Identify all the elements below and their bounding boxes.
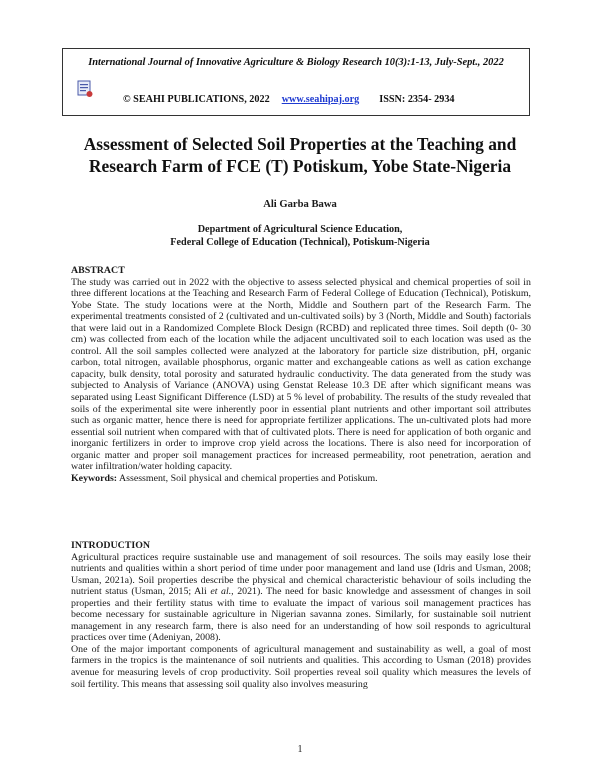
introduction-section	[71, 540, 531, 690]
affiliation-line-2: Federal College of Education (Technical), Potiskum-Nigeria	[170, 237, 430, 248]
introduction-heading: INTRODUCTION	[71, 540, 151, 551]
publisher-line	[123, 94, 455, 105]
issn: ISSN: 2354- 2934	[379, 94, 455, 105]
title-line-2: Research Farm of FCE (T) Potiskum, Yobe State-Nigeria	[88, 156, 512, 176]
journal-website-link[interactable]: www.seahipaj.org	[281, 94, 360, 105]
introduction-paragraph-1	[71, 552, 531, 644]
title-line-1: Assessment of Selected Soil Properties at the Teaching and	[83, 134, 517, 154]
affiliation-line-1: Department of Agricultural Science Education,	[197, 224, 403, 235]
keywords	[71, 473, 531, 485]
abstract-body: The study was carried out in 2022 with the objective to assess selected physical and chemical properties of soil in three different locations at the Teaching and Research Farm of Federal College of Education (Technical), Potiskum, Yobe State. The study locations were at the North, Middle and Southern part of the Research Farm. The experimental treatments consisted of 2 (cultivated and un-cultivated soils) by 3 (North, Middle and South) factorials that were laid out in a Randomized Complete Block Design (RCBD) and replicated three times. Soil depth (0- 30 cm) was collected from each of the location while the adjacent uncultivated soil to each location was used as the control. All the soil samples collected were analyzed at the laboratory for particle size distribution, pH, organic carbon, total nitrogen, available phosphorus, organic matter and exchangeable cations as well as cation exchange capacity, bulk density, total porosity and saturated hydraulic conductivity. The data generated from the study was subjected to Analysis of Variance (ANOVA) using Genstat Release 10.3 DE after which significant means was separated using Least Significant Difference (LSD) at 5 % level of probability. The results of the study revealed that soils of the experimental site were inherently poor in essential plant nutrients and other important soil attributes such as organic matter, hence there is need for appropriate fertilizer applications. The un-cultivated plots had more essential soil nutrient when compared with that of cultivated plots. There is need for application of both organic and inorganic fertilizers in order to improve crop yield across the locations. There is also need for incorporation of organic matter and proper soil management practices for increased permeability, root penetration, aeration and water infiltration/water holding capacity.	[71, 276, 531, 473]
paper-title	[40, 133, 560, 177]
author-name: Ali Garba Bawa	[263, 199, 337, 210]
journal-citation: International Journal of Innovative Agriculture & Biology Research 10(3):1-13, July-Sept., 2022	[88, 57, 504, 68]
journal-header	[62, 48, 530, 116]
seahi-logo-icon	[77, 80, 93, 98]
intro-text-part-1: Agricultural practices require sustainable use and management of soil resources. The soils may easily lose their nutrients and qualities within a short period of time under poor management and land use (Idris and Usman, 2008; Usman, 2021a). Soil properties describe the physical and chemical characteristic behaviour of soils including the nutrient status (Usman, 2015; Ali	[71, 551, 531, 598]
keywords-label: Keywords:	[71, 472, 118, 484]
introduction-paragraph-2: One of the major important components of agricultural management and sustainability as well, a goal of most farmers in the tropics is the maintenance of soil nutrients and qualities. This according to Usman (2018) provides avenue for measuring levels of crop productivity. Soil properties reveal soil quality which measures the levels of soil fertility. This means that assessing soil quality also involves measuring	[71, 643, 531, 690]
keywords-text: Assessment, Soil physical and chemical properties and Potiskum.	[119, 472, 378, 484]
page-number: 1	[297, 744, 303, 755]
intro-text-part-2: 2021). The need for basic knowledge and assessment of changes in soil properties and their fertility status with time to evaluate the impact of various soil management practices has become necessary for sustainable agriculture in Nigerian savanna zones. Similarly, for sustainable soil nutrient management in any research farm, there is also need for an understanding of how soil responds to agricultural practices over time (Adeniyan, 2008).	[71, 586, 532, 644]
abstract-heading: ABSTRACT	[71, 265, 125, 276]
intro-et-al: et al.,	[210, 586, 234, 598]
author-affiliation	[0, 223, 600, 249]
abstract-section	[71, 265, 531, 484]
publisher-copyright: © SEAHI PUBLICATIONS, 2022	[123, 94, 270, 105]
